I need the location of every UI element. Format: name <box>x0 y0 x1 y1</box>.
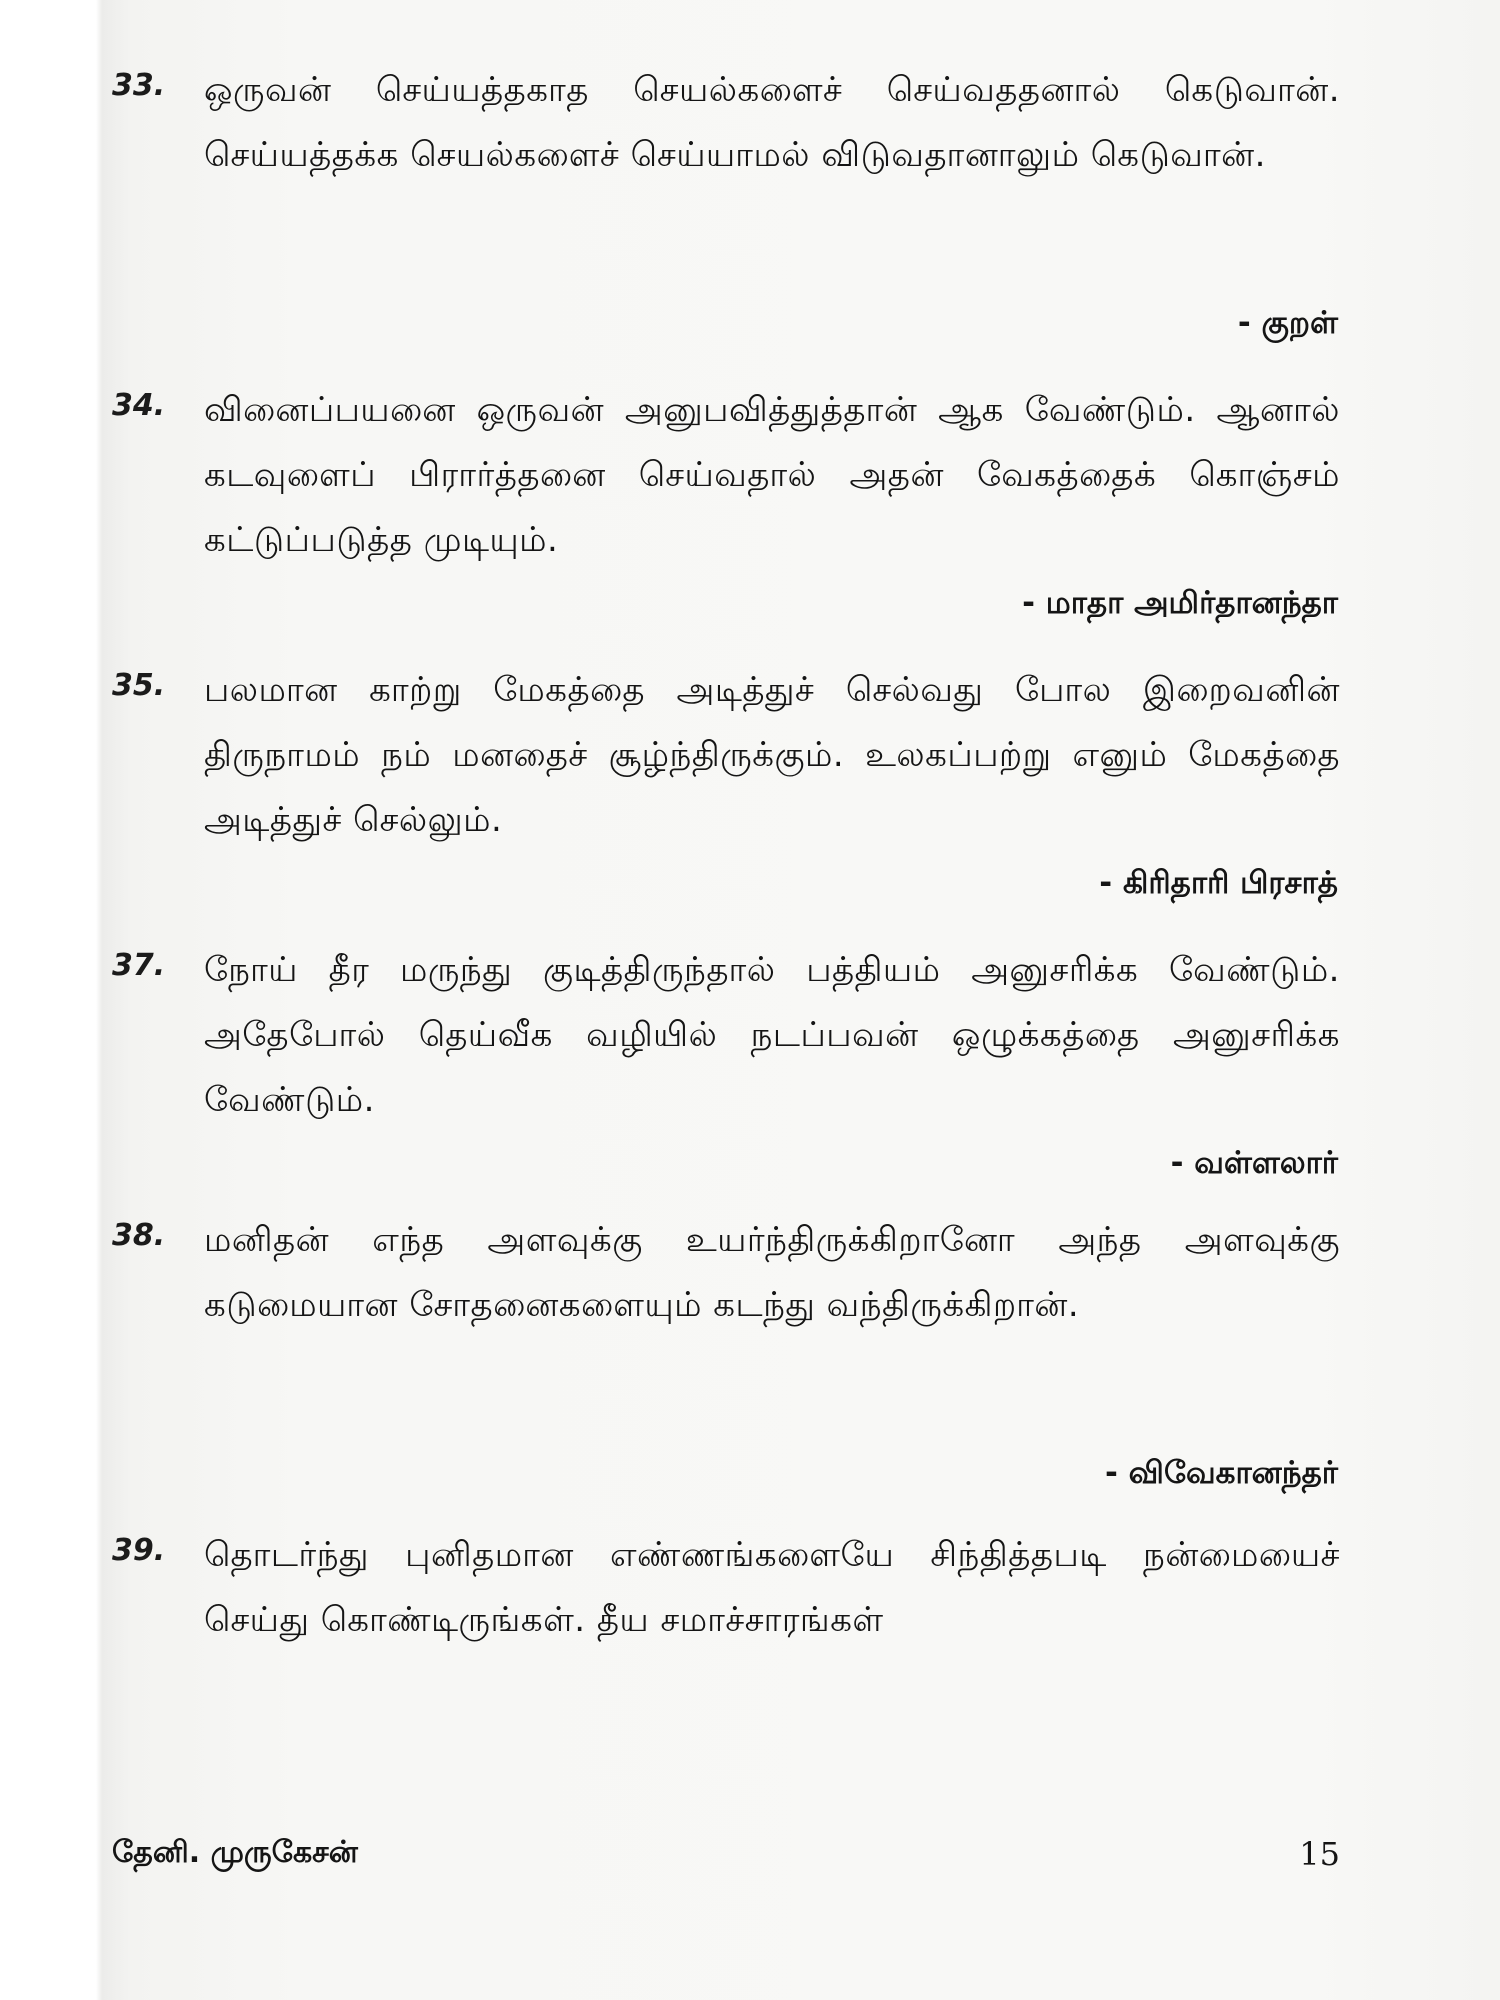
quote-text: ஒருவன் செய்யத்தகாத செயல்களைச் செய்வததனால் கெடுவான். செய்யத்தக்க செயல்களைச் செய்யாமல் விடுவதானாலும் கெடுவான். <box>204 70 1340 175</box>
quote-38 <box>112 1208 1340 1448</box>
quote-author: - கிரிதாரி பிரசாத் <box>1099 865 1338 901</box>
quote-text: தொடர்ந்து புனிதமான எண்ணங்களையே சிந்தித்தபடி நன்மையைச் செய்து கொண்டிருங்கள். தீய சமாச்சாரங்கள் <box>204 1535 1340 1640</box>
quote-number: 38. <box>112 1218 166 1253</box>
quote-37 <box>112 938 1340 1138</box>
quote-text: பலமான காற்று மேகத்தை அடித்துச் செல்வது போல இறைவனின் திருநாமம் நம் மனதைச் சூழ்ந்திருக்கும். உலகப்பற்று எனும் மேகத்தை அடித்துச் செல்லும். <box>204 670 1340 840</box>
quote-33 <box>112 58 1340 298</box>
quote-number: 37. <box>112 948 166 983</box>
quote-text: மனிதன் எந்த அளவுக்கு உயர்ந்திருக்கிறானோ அந்த அளவுக்கு கடுமையான சோதனைகளையும் கடந்து வந்திருக்கிறான். <box>204 1220 1340 1325</box>
quote-text: வினைப்பயனை ஒருவன் அனுபவித்துத்தான் ஆக வேண்டும். ஆனால் கடவுளைப் பிரார்த்தனை செய்வதால் அதன் வேகத்தைக் கொஞ்சம் கட்டுப்படுத்த முடியும். <box>204 390 1340 560</box>
quote-author: - வள்ளலார் <box>1170 1145 1338 1181</box>
quote-35 <box>112 658 1340 858</box>
book-author: தேனி. முருகேசன் <box>112 1835 358 1870</box>
quote-author: - விவேகானந்தர் <box>1105 1455 1338 1491</box>
quote-author: - குறள் <box>1237 305 1338 341</box>
quote-number: 35. <box>112 668 166 703</box>
quote-39 <box>112 1523 1340 1663</box>
quote-text: நோய் தீர மருந்து குடித்திருந்தால் பத்தியம் அனுசரிக்க வேண்டும். அதேபோல் தெய்வீக வழியில் நடப்பவன் ஒழுக்கத்தை அனுசரிக்க வேண்டும். <box>204 950 1340 1120</box>
quote-number: 39. <box>112 1533 166 1568</box>
quote-number: 34. <box>112 388 166 423</box>
quotes-list <box>112 58 1340 1958</box>
page-number: 15 <box>1299 1835 1340 1873</box>
quote-number: 33. <box>112 68 166 103</box>
quote-author: - மாதா அமிர்தானந்தா <box>1022 585 1338 621</box>
quote-34 <box>112 378 1340 578</box>
page-footer <box>112 1835 1340 1885</box>
